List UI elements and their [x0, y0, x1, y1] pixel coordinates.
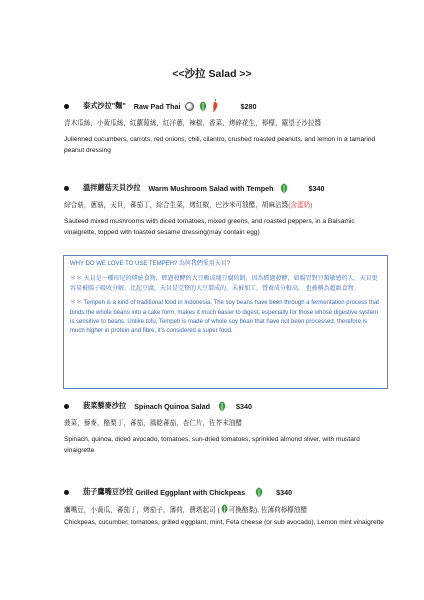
dish-price: $340 [276, 487, 293, 497]
dish-warm-mushroom-salad [64, 180, 384, 238]
leaf-icon [279, 183, 289, 194]
dish-name-zh: 菠菜藜麥沙拉 [83, 401, 127, 410]
bullet-icon [64, 490, 69, 495]
dish-desc-zh: 青木瓜絲，小黃瓜絲，紅蘿蔔絲，紅洋蔥，辣椒，香菜，烤碎花生，檸檬，羅望子沙拉醬 [64, 120, 322, 127]
dish-name-zh: 茄子鷹嘴豆沙拉 [83, 487, 134, 496]
dish-name-en: Warm Mushroom Salad with Tempeh [148, 183, 274, 193]
cabbage-icon [185, 102, 194, 111]
dish-name-zh: 溫拌蘑菇天貝沙拉 [83, 183, 141, 192]
bullet-icon [64, 104, 69, 109]
chili-icon [212, 99, 219, 113]
tempeh-para-en: ＊＊ Tempeh is a kind of traditional food in Indonesia. The soy beans have been through a fermentation process that binds the whole beans into a cake form, makes it much easier to digest, especially for those whose digestive system is sensitive to beans. Unlike tofu, Tempeh is made of whole soy bean that have not been processed, therefore is much higher in protein and fibre, it's considered a super food. [70, 300, 379, 335]
dish-price: $340 [308, 183, 325, 193]
dish-name-en: Spinach Quinoa Salad [134, 401, 211, 411]
tempeh-para-zh: ＊＊ 天貝是一種印尼的傳統食物，經過發酵的大豆顆成塊豆腐的餅，因為經過發酵，如腸胃對豆類敏感的人，天貝更容易被腸子吸收分解。比起豆腐，天貝是完整的大豆製成的，未被加工，營養成分較高， 也被稱為超級食物。 [70, 276, 378, 292]
leaf-icon [217, 401, 227, 412]
dish-desc-zh: 菠菜，藜麥，酪梨丁，蕃茄，風乾蕃茄，杏仁片，佐芥末油醋 [64, 420, 243, 427]
tempeh-info-box [63, 255, 388, 389]
page-title: <<沙拉 Salad >> [172, 68, 252, 80]
dish-name-zh: 泰式沙拉"麵" [83, 101, 126, 110]
dish-desc-en: Chickpeas, cucumber, tomatoes, grilled eggplant, mint, Feta cheese (or sub avocado), Lemon mint vinaigrette [64, 519, 384, 526]
dish-desc-zh: 綜合菇，蔥菇，天貝，蕃茄丁，綜合生菜，烤紅椒，巴沙米可油醋，胡麻沾醬 [64, 202, 289, 209]
dish-name-en: Raw Pad Thai [133, 101, 181, 111]
dish-grilled-eggplant-chickpeas [64, 484, 384, 528]
dish-price: $340 [236, 401, 253, 411]
tempeh-box-title: WHY DO WE LOVE TO USE TEMPEH? 為何我們愛用天貝? [70, 261, 231, 267]
bullet-icon [64, 404, 69, 409]
leaf-icon [254, 487, 264, 498]
leaf-icon [198, 101, 208, 112]
dish-price: $280 [240, 101, 257, 111]
bullet-icon [64, 186, 69, 191]
dish-name-en: Grilled Eggplant with Chickpeas [135, 487, 246, 497]
dish-desc-en: Sauteed mixed mushrooms with diced tomatoes, mixed greens, and roasted peppers, in a Balsamic vinaigrette, topped with toasted sesame dressing(may contain egg) [64, 218, 355, 236]
dish-spinach-quinoa-salad [64, 398, 384, 456]
dish-raw-pad-thai [64, 98, 384, 156]
dish-desc-en: Spinach, quinoa, diced avocado, tomatoes, sun-dried tomatoes, sprinkled almond sliver, with mustard vinaigrette [64, 436, 360, 454]
allergen-note: (含蛋奶) [288, 202, 313, 209]
dish-desc-zh: 鷹嘴豆，小黃瓜，蕃茄丁，烤茄子，薄荷，費塔起司 ( [64, 507, 220, 514]
dish-desc-zh-cont: 可換酪梨), 佐薄荷檸檬油醋 [228, 507, 308, 514]
dish-desc-en: Julienned cucumbers, carrots, red onions, chili, cilantro, crushed roasted peanuts, and lemon in a tamarind peanut dressing [64, 136, 376, 154]
leaf-icon [220, 504, 229, 514]
